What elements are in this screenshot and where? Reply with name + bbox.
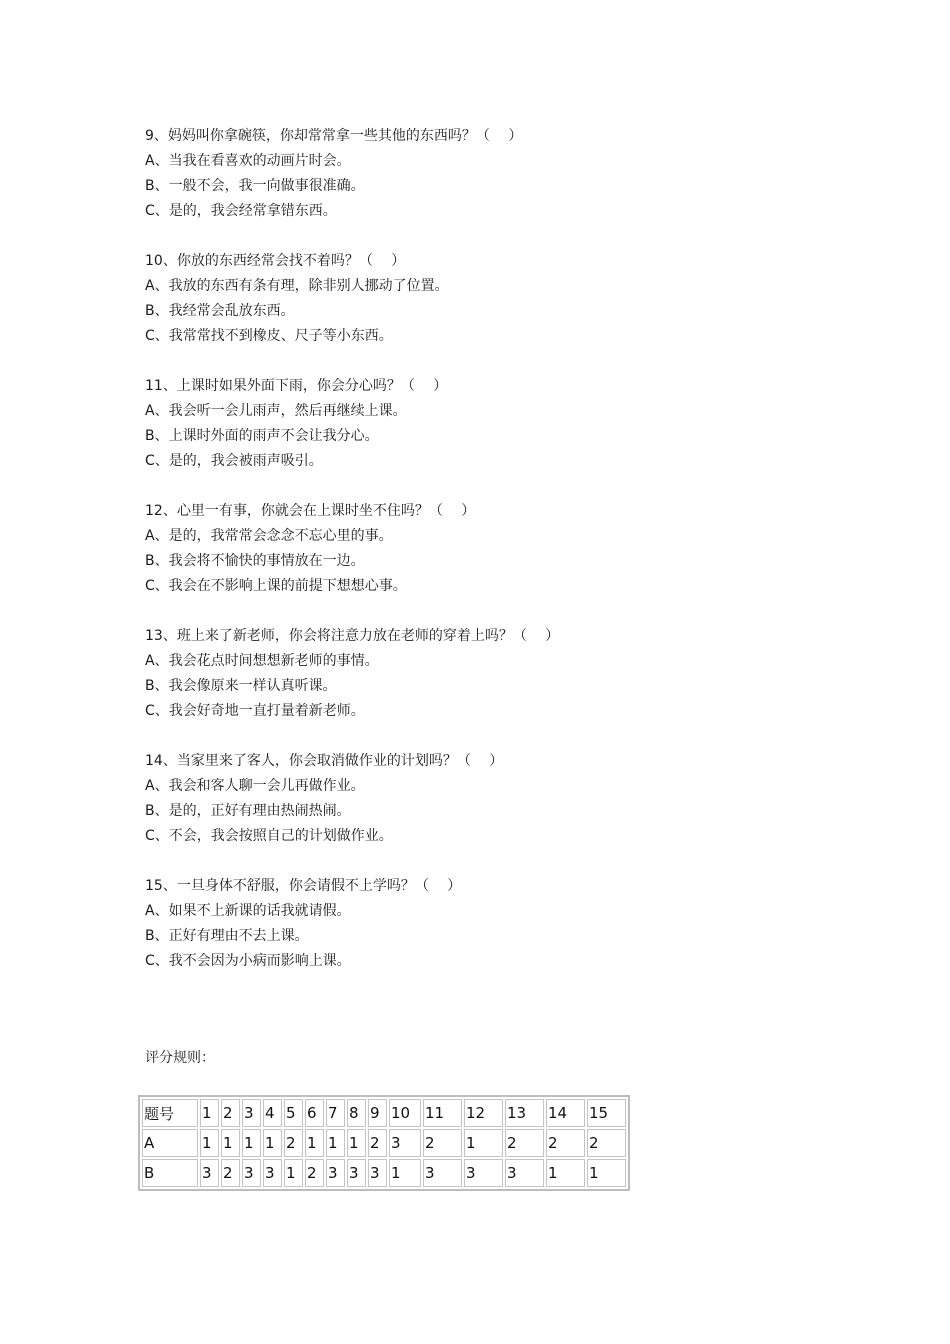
table-cell: 3 xyxy=(347,1159,366,1187)
table-cell: 3 xyxy=(326,1159,345,1187)
table-cell: 9 xyxy=(368,1099,387,1127)
question-text: 12、心里一有事，你就会在上课时坐不住吗？（ ） xyxy=(145,503,476,519)
table-cell: 4 xyxy=(263,1099,282,1127)
option-b: B、一般不会，我一向做事很准确。 xyxy=(145,178,365,194)
scoring-rules-title: 评分规则： xyxy=(145,1050,215,1066)
table-cell: A xyxy=(142,1129,198,1157)
table-row-option-a xyxy=(142,1129,626,1157)
table-cell: 6 xyxy=(305,1099,324,1127)
question-10 xyxy=(145,249,845,349)
table-cell: 13 xyxy=(505,1099,544,1127)
option-c: C、我会在不影响上课的前提下想想心事。 xyxy=(145,578,407,594)
option-a: A、我放的东西有条有理，除非别人挪动了位置。 xyxy=(145,278,449,294)
table-cell: 3 xyxy=(389,1129,421,1157)
question-list xyxy=(145,124,845,999)
table-cell: B xyxy=(142,1159,198,1187)
table-cell: 1 xyxy=(263,1129,282,1157)
table-cell: 2 xyxy=(368,1129,387,1157)
table-cell: 1 xyxy=(326,1129,345,1157)
table-cell: 8 xyxy=(347,1099,366,1127)
option-c: C、是的，我会被雨声吸引。 xyxy=(145,453,323,469)
question-9 xyxy=(145,124,845,224)
table-cell: 2 xyxy=(546,1129,585,1157)
option-b: B、我会将不愉快的事情放在一边。 xyxy=(145,553,365,569)
table-cell: 3 xyxy=(263,1159,282,1187)
question-text: 13、班上来了新老师，你会将注意力放在老师的穿着上吗？（ ） xyxy=(145,628,560,644)
table-cell: 1 xyxy=(284,1159,303,1187)
question-text: 11、上课时如果外面下雨，你会分心吗？（ ） xyxy=(145,378,448,394)
table-cell: 14 xyxy=(546,1099,585,1127)
table-cell: 2 xyxy=(587,1129,626,1157)
table-cell: 3 xyxy=(505,1159,544,1187)
question-12 xyxy=(145,499,845,599)
option-b: B、我会像原来一样认真听课。 xyxy=(145,678,337,694)
table-cell: 3 xyxy=(464,1159,503,1187)
option-c: C、我不会因为小病而影响上课。 xyxy=(145,953,351,969)
question-text: 9、妈妈叫你拿碗筷，你却常常拿一些其他的东西吗？（ ） xyxy=(145,128,523,144)
table-cell: 2 xyxy=(423,1129,462,1157)
table-cell: 1 xyxy=(221,1129,240,1157)
table-cell: 1 xyxy=(305,1129,324,1157)
table-cell: 12 xyxy=(464,1099,503,1127)
table-cell: 题号 xyxy=(142,1099,198,1127)
option-c: C、我会好奇地一直打量着新老师。 xyxy=(145,703,365,719)
table-cell: 1 xyxy=(200,1129,219,1157)
table-cell: 15 xyxy=(587,1099,626,1127)
table-cell: 1 xyxy=(546,1159,585,1187)
question-13 xyxy=(145,624,845,724)
table-cell: 11 xyxy=(423,1099,462,1127)
table-cell: 3 xyxy=(200,1159,219,1187)
table-cell: 3 xyxy=(423,1159,462,1187)
question-15 xyxy=(145,874,845,974)
table-cell: 1 xyxy=(389,1159,421,1187)
table-row-option-b xyxy=(142,1159,626,1187)
question-11 xyxy=(145,374,845,474)
table-cell: 2 xyxy=(305,1159,324,1187)
table-cell: 5 xyxy=(284,1099,303,1127)
option-a: A、我会花点时间想想新老师的事情。 xyxy=(145,653,379,669)
option-a: A、如果不上新课的话我就请假。 xyxy=(145,903,351,919)
table-cell: 3 xyxy=(242,1099,261,1127)
table-cell: 1 xyxy=(587,1159,626,1187)
option-a: A、当我在看喜欢的动画片时会。 xyxy=(145,153,351,169)
table-cell: 2 xyxy=(284,1129,303,1157)
table-cell: 2 xyxy=(221,1099,240,1127)
option-b: B、正好有理由不去上课。 xyxy=(145,928,309,944)
option-c: C、不会，我会按照自己的计划做作业。 xyxy=(145,828,393,844)
table-cell: 3 xyxy=(368,1159,387,1187)
table-cell: 1 xyxy=(464,1129,503,1157)
question-text: 14、当家里来了客人，你会取消做作业的计划吗？（ ） xyxy=(145,753,504,769)
table-cell: 2 xyxy=(221,1159,240,1187)
option-b: B、我经常会乱放东西。 xyxy=(145,303,295,319)
question-text: 15、一旦身体不舒服，你会请假不上学吗？（ ） xyxy=(145,878,462,894)
table-cell: 7 xyxy=(326,1099,345,1127)
table-row-question-numbers xyxy=(142,1099,626,1127)
option-a: A、是的，我常常会念念不忘心里的事。 xyxy=(145,528,393,544)
table-cell: 1 xyxy=(242,1129,261,1157)
option-c: C、是的，我会经常拿错东西。 xyxy=(145,203,337,219)
option-b: B、是的，正好有理由热闹热闹。 xyxy=(145,803,351,819)
option-b: B、上课时外面的雨声不会让我分心。 xyxy=(145,428,379,444)
option-a: A、我会听一会儿雨声，然后再继续上课。 xyxy=(145,403,407,419)
table-cell: 1 xyxy=(347,1129,366,1157)
table-cell: 3 xyxy=(242,1159,261,1187)
table-cell: 1 xyxy=(200,1099,219,1127)
question-14 xyxy=(145,749,845,849)
table-cell: 10 xyxy=(389,1099,421,1127)
option-c: C、我常常找不到橡皮、尺子等小东西。 xyxy=(145,328,393,344)
question-text: 10、你放的东西经常会找不着吗？（ ） xyxy=(145,253,406,269)
table-cell: 2 xyxy=(505,1129,544,1157)
scoring-table xyxy=(138,1095,630,1191)
option-a: A、我会和客人聊一会儿再做作业。 xyxy=(145,778,365,794)
